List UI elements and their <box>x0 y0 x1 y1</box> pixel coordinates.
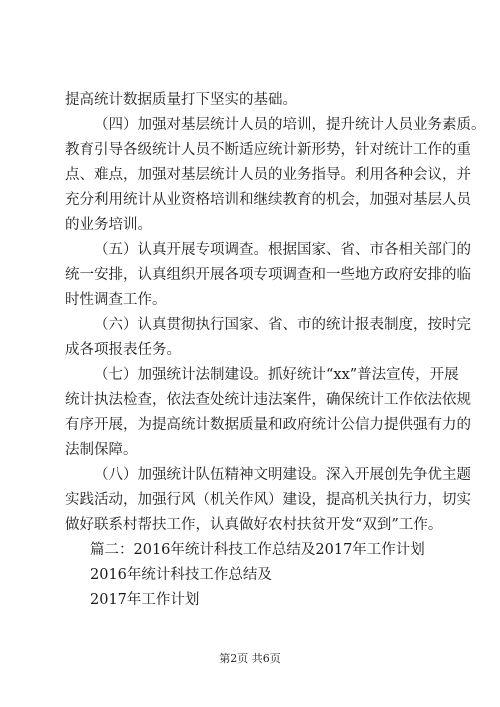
text-line: 的业务培训。 <box>65 217 152 233</box>
text-line: 实践活动，加强行风（机关作风）建设，提高机关执行力，切实 <box>65 492 471 508</box>
text-line: （八）加强统计队伍精神文明建设。深入开展创先争优主题 <box>94 467 471 483</box>
text-line: 提高统计数据质量打下坚实的基础。 <box>65 92 297 108</box>
text-line: 点、难点，加强对基层统计人员的业务指导。利用各种会议，并 <box>65 167 471 183</box>
text-line: 有序开展，为提高统计数据质量和政府统计公信力提供强有力的 <box>65 417 471 433</box>
text-line: 法制保障。 <box>65 442 138 458</box>
text-line: （六）认真贯彻执行国家、省、市的统计报表制度，按时完 <box>94 317 471 333</box>
subtitle-line: 2017年工作计划 <box>90 592 200 608</box>
subtitle-line: 2016年统计科技工作总结及 <box>90 567 272 583</box>
text-line: 做好联系村帮扶工作，认真做好农村扶贫开发“双到”工作。 <box>65 517 443 533</box>
text-line: 教育引导各级统计人员不断适应统计新形势，针对统计工作的重 <box>65 142 471 158</box>
section-heading: 篇二：2016年统计科技工作总结及2017年工作计划 <box>90 542 425 558</box>
text-line: 统一安排，认真组织开展各项专项调查和一些地方政府安排的临 <box>65 267 471 283</box>
text-line: 统计执法检查，依法查处统计违法案件，确保统计工作依法依规 <box>65 392 471 408</box>
page-number-footer: 第2页 共6页 <box>219 652 281 665</box>
text-line: 成各项报表任务。 <box>65 342 181 358</box>
text-line: （七）加强统计法制建设。抓好统计“xx”普法宣传，开展 <box>94 367 459 383</box>
text-line: 时性调查工作。 <box>65 292 167 308</box>
text-line: （五）认真开展专项调查。根据国家、省、市各相关部门的 <box>94 242 471 258</box>
text-line: （四）加强对基层统计人员的培训，提升统计人员业务素质。 <box>94 117 486 133</box>
text-line: 充分利用统计从业资格培训和继续教育的机会，加强对基层人员 <box>65 192 471 208</box>
